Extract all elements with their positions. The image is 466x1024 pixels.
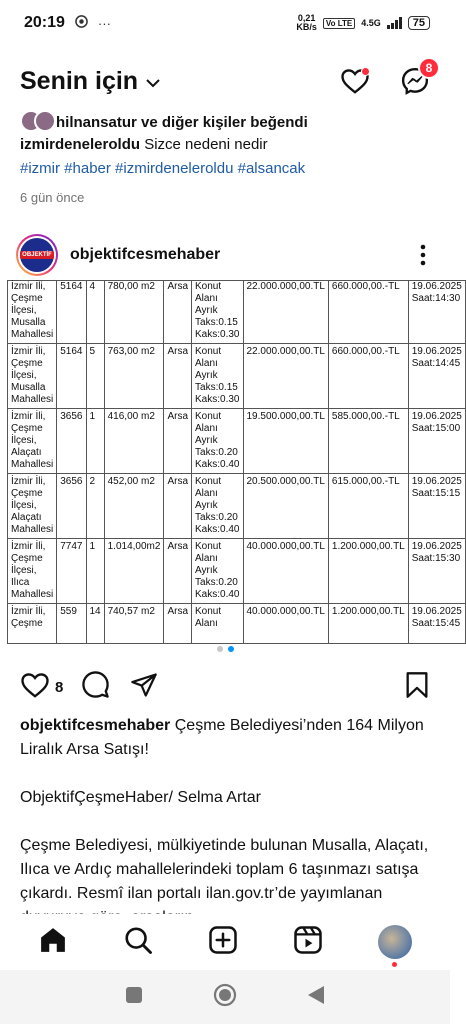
back-triangle-icon — [307, 985, 325, 1005]
home-system-button[interactable] — [213, 983, 237, 1012]
post-image[interactable] — [0, 281, 462, 632]
table-cell-date: 19.06.2025 Saat:14:45 — [408, 344, 465, 409]
network-type: 4.5G — [361, 18, 381, 28]
table-cell-ada: 5164 — [57, 281, 86, 344]
share-icon — [130, 671, 158, 699]
table-cell-type: Arsa — [164, 281, 192, 344]
table-cell-parsel: 2 — [86, 474, 104, 539]
comment-button[interactable] — [81, 670, 110, 704]
table-cell-price: 22.000.000,00.TL — [243, 344, 328, 409]
table-cell-ada: 7747 — [57, 539, 86, 604]
table-cell-zoning: Konut Alanı Ayrık Taks:0.20 Kaks:0.40 — [192, 539, 243, 604]
table-cell-deposit: 1.200.000,00.TL — [328, 604, 408, 644]
more-notifications-icon: ··· — [97, 15, 111, 31]
table-cell-area: 416,00 m2 — [104, 409, 164, 474]
table-row — [8, 604, 466, 644]
table-cell-deposit: 615.000,00.-TL — [328, 474, 408, 539]
table-cell-area: 763,00 m2 — [104, 344, 164, 409]
table-cell-parsel: 1 — [86, 409, 104, 474]
table-cell-date: 19.06.2025 Saat:15:30 — [408, 539, 465, 604]
reels-icon — [293, 925, 323, 955]
likes-count[interactable]: 8 — [55, 678, 64, 696]
table-cell-deposit: 660.000,00.-TL — [328, 344, 408, 409]
table-cell-deposit: 660.000,00.-TL — [328, 281, 408, 344]
table-cell-type: Arsa — [164, 474, 192, 539]
caption-username[interactable]: objektifcesmehaber — [20, 717, 171, 734]
table-cell-zoning: Konut Alanı Ayrık Taks:0.20 Kaks:0.40 — [192, 474, 243, 539]
table-cell-deposit: 585.000,00.-TL — [328, 409, 408, 474]
volte-badge: Vo LTE — [323, 18, 355, 29]
previous-post-time: 6 gün önce — [20, 190, 85, 205]
table-cell-deposit: 1.200.000,00.TL — [328, 539, 408, 604]
status-bar — [0, 0, 450, 46]
post-username[interactable]: objektifcesmehaber — [70, 246, 221, 263]
post-actions — [20, 670, 430, 704]
table-cell-date: 19.06.2025 Saat:15:00 — [408, 409, 465, 474]
status-time: 20:19 — [24, 14, 65, 31]
table-cell-ada: 3656 — [57, 474, 86, 539]
table-cell-zoning: Konut Alanı Ayrık Taks:0.15 Kaks:0.30 — [192, 344, 243, 409]
table-cell-date: 19.06.2025 Saat:15:45 — [408, 604, 465, 644]
battery-indicator: 75 — [408, 16, 430, 30]
messages-button[interactable] — [400, 61, 433, 96]
nav-profile-avatar[interactable] — [378, 925, 412, 959]
table-row — [8, 474, 466, 539]
table-cell-ada: 3656 — [57, 409, 86, 474]
bookmark-icon — [404, 671, 430, 699]
previous-hashtags[interactable]: #izmir #haber #izmirdeneleroldu #alsancak — [20, 160, 306, 177]
table-cell-zoning: Konut Alanı Ayrık Taks:0.15 Kaks:0.30 — [192, 281, 243, 344]
table-row — [8, 409, 466, 474]
table-cell-area: 452,00 m2 — [104, 474, 164, 539]
table-cell-parsel: 14 — [86, 604, 104, 644]
bottom-navigation — [0, 914, 450, 970]
comment-icon — [81, 670, 110, 699]
net-speed — [296, 14, 317, 32]
liked-by-text: hilnansatur ve diğer kişiler beğendi — [56, 114, 308, 131]
carousel-dot-active — [228, 646, 234, 652]
table-cell-area: 780,00 m2 — [104, 281, 164, 344]
table-cell-parsel: 1 — [86, 539, 104, 604]
more-options-icon[interactable] — [420, 244, 426, 266]
table-cell-price: 19.500.000,00.TL — [243, 409, 328, 474]
post-avatar[interactable] — [16, 234, 58, 276]
caption-byline: ObjektifÇeşmeHaber/ Selma Artar — [20, 789, 261, 806]
feed-header — [0, 56, 450, 106]
table-cell-type: Arsa — [164, 539, 192, 604]
heart-icon — [20, 670, 50, 700]
previous-caption-username[interactable]: izmirdeneleroldu — [20, 136, 141, 153]
chevron-down-icon[interactable] — [146, 75, 160, 91]
table-cell-parsel: 4 — [86, 281, 104, 344]
previous-caption-text: Sizce nedeni nedir — [144, 136, 268, 153]
table-cell-loc: İzmir İli, Çeşme — [8, 604, 57, 644]
nav-search[interactable] — [123, 925, 153, 960]
table-cell-zoning: Konut Alanı — [192, 604, 243, 644]
carousel-dot — [217, 646, 223, 652]
chrome-icon — [75, 15, 88, 31]
table-cell-type: Arsa — [164, 344, 192, 409]
notifications-button[interactable] — [340, 66, 370, 96]
nav-home[interactable] — [38, 925, 68, 960]
post-header — [0, 232, 450, 278]
table-cell-ada: 5164 — [57, 344, 86, 409]
search-icon — [123, 925, 153, 955]
table-cell-price: 40.000.000,00.TL — [243, 539, 328, 604]
table-cell-loc: İzmir İli, Çeşme İlçesi, Alaçatı Mahallesi — [8, 409, 57, 474]
profile-notification-dot — [392, 962, 397, 967]
notification-dot — [361, 67, 370, 76]
table-cell-area: 1.014,00m2 — [104, 539, 164, 604]
table-cell-area: 740,57 m2 — [104, 604, 164, 644]
recents-button[interactable] — [125, 986, 143, 1009]
like-button[interactable] — [20, 670, 50, 705]
table-cell-loc: İzmir İli, Çeşme İlçesi, Musalla Mahallesi — [8, 344, 57, 409]
caption-title: Çeşme Belediyesi’nden 164 Milyon Liralık Arsa Satışı! — [20, 717, 424, 758]
previous-post-likes[interactable] — [20, 106, 440, 131]
table-cell-loc: İzmir İli, Çeşme İlçesi, Musalla Mahallesi — [8, 281, 57, 344]
table-row — [8, 539, 466, 604]
messages-badge: 8 — [418, 57, 440, 79]
back-button[interactable] — [307, 985, 325, 1010]
table-row — [8, 344, 466, 409]
liker-avatars — [20, 110, 48, 132]
net-speed-value: 0,21 — [297, 13, 316, 23]
nav-create[interactable] — [208, 925, 238, 960]
table-cell-date: 19.06.2025 Saat:14:30 — [408, 281, 465, 344]
table-cell-zoning: Konut Alanı Ayrık Taks:0.20 Kaks:0.40 — [192, 409, 243, 474]
net-speed-unit: KB/s — [296, 22, 317, 32]
plus-square-icon — [208, 925, 238, 955]
table-cell-price: 40.000.000,00.TL — [243, 604, 328, 644]
recents-icon — [125, 986, 143, 1004]
table-cell-type: Arsa — [164, 409, 192, 474]
table-cell-loc: İzmir İli, Çeşme İlçesi, Ilıca Mahallesi — [8, 539, 57, 604]
system-navigation — [0, 970, 450, 1024]
table-cell-price: 20.500.000,00.TL — [243, 474, 328, 539]
table-cell-price: 22.000.000,00.TL — [243, 281, 328, 344]
auction-table — [7, 280, 466, 644]
table-cell-ada: 559 — [57, 604, 86, 644]
table-cell-type: Arsa — [164, 604, 192, 644]
table-cell-date: 19.06.2025 Saat:15:15 — [408, 474, 465, 539]
caption-body: Çeşme Belediyesi, mülkiyetinde bulunan Musalla, Alaçatı, Ilıca ve Ardıç mahallelerindeki toplam 6 taşınmazı satışa çıkardı. Resmî ilan portalı ilan.gov.tr’de yayımlanan — [20, 837, 429, 902]
feed-title[interactable]: Senin için — [20, 66, 139, 95]
table-cell-parsel: 5 — [86, 344, 104, 409]
carousel-indicator — [0, 646, 450, 652]
table-row — [8, 281, 466, 344]
signal-icon — [387, 17, 402, 29]
save-button[interactable] — [404, 671, 430, 704]
nav-reels[interactable] — [293, 925, 323, 960]
share-button[interactable] — [130, 671, 158, 704]
home-icon — [38, 925, 68, 955]
avatar-logo-text: OBJEKTİF — [22, 252, 52, 258]
table-cell-loc: İzmir İli, Çeşme İlçesi, Alaçatı Mahallesi — [8, 474, 57, 539]
home-circle-icon — [213, 983, 237, 1007]
previous-post-caption — [20, 133, 440, 181]
